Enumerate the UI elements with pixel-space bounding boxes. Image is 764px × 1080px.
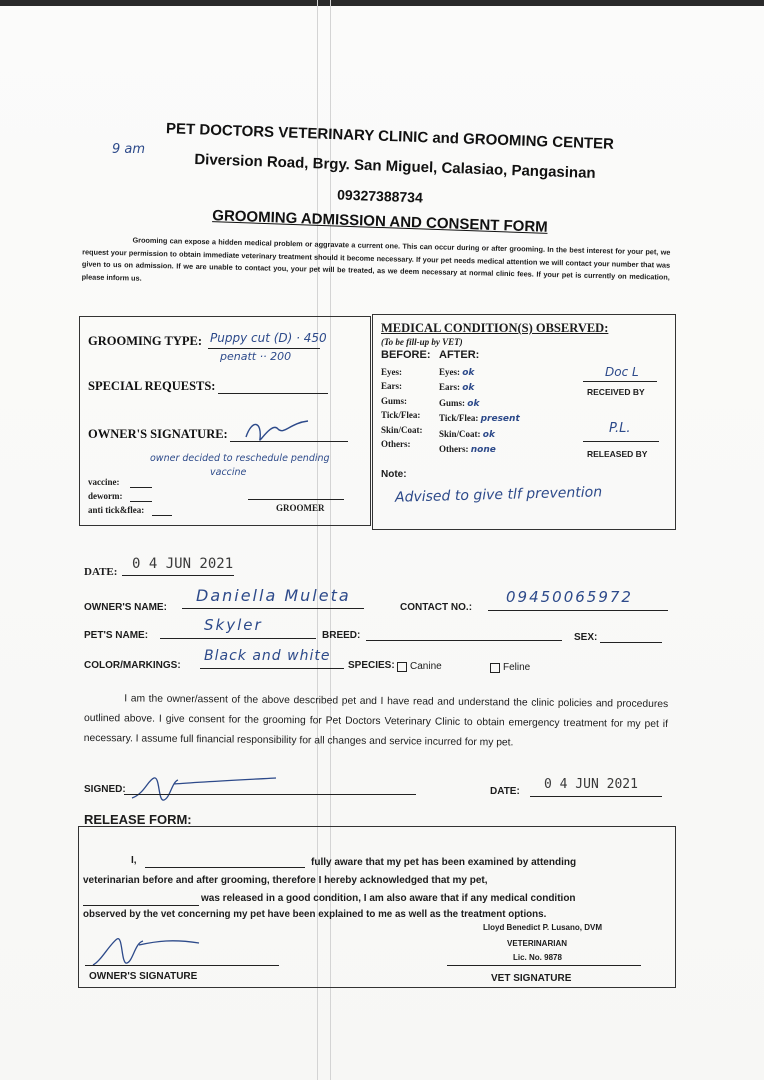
released-by-value: P.L. (609, 421, 631, 436)
date-stamp: 0 4 JUN 2021 (132, 556, 234, 572)
note-value: Advised to give tlf prevention (394, 484, 603, 506)
pet-name-value: Skyler (204, 616, 263, 634)
medical-box (372, 314, 676, 530)
species-label: SPECIES: (348, 660, 395, 671)
groomer-label: GROOMER (276, 503, 325, 513)
grooming-type-value: Puppy cut (D) · 450 (210, 331, 327, 345)
date-label: DATE: (84, 566, 118, 578)
owner-signature-label: OWNER'S SIGNATURE: (88, 427, 228, 441)
color-label: COLOR/MARKINGS: (84, 660, 181, 671)
color-value: Black and white (204, 648, 331, 664)
owner-note-line1: owner decided to reschedule pending (150, 453, 330, 464)
canine-checkbox[interactable] (397, 662, 407, 672)
owner-note-line2: vaccine (210, 467, 247, 478)
vet-name-stamp: Lloyd Benedict P. Lusano, DVM (483, 923, 602, 932)
grooming-type-value-2: penatt ·· 200 (220, 350, 292, 363)
sex-label: SEX: (574, 632, 598, 643)
release-box (78, 826, 676, 988)
contact-label: CONTACT NO.: (400, 602, 473, 613)
release-title: RELEASE FORM: (84, 812, 192, 827)
special-requests-label: SPECIAL REQUESTS: (88, 379, 216, 393)
vaccine-label: vaccine: (88, 477, 120, 487)
vet-license-stamp: Lic. No. 9878 (513, 953, 562, 962)
after-list (439, 365, 520, 457)
received-by-label: RECEIVED BY (587, 387, 645, 397)
grooming-box (79, 316, 371, 526)
vet-title-stamp: VETERINARIAN (507, 939, 568, 948)
after-item: Ears: ok (439, 382, 475, 394)
clinic-name: PET DOCTORS VETERINARY CLINIC and GROOMING CENTER (165, 120, 615, 153)
date2-label: DATE: (490, 786, 520, 797)
intro-paragraph: Grooming can expose a hidden medical problem or aggravate a current one. This can occur during or after grooming. In the best interest for your pet, we request your permission to obtain immediate veterinary treatment should it become necessary. If your pet needs medical attention we will contact your number that was given to us on admission. If we are unable to contact you, your pet will be treated, as we deem necessary at normal clinic fees. If your pet is currently on medication, please inform us. (81, 235, 671, 283)
vet-signature-label: VET SIGNATURE (491, 973, 572, 984)
after-item: Others: none (439, 444, 496, 456)
contact-value: 09450065972 (506, 588, 633, 606)
release-text-a: I, (131, 855, 137, 866)
canine-label: Canine (410, 661, 442, 672)
before-item: Gums: (381, 395, 408, 406)
owner-signature-mark (238, 415, 328, 447)
after-item: Tick/Flea: present (439, 413, 520, 425)
before-item: Eyes: (381, 367, 402, 377)
date2-stamp: 0 4 JUN 2021 (544, 777, 638, 792)
before-item: Ears: (381, 381, 402, 392)
before-item: Others: (381, 439, 411, 450)
release-text-d: was released in a good condition, I am also aware that if any medical condition (201, 893, 576, 904)
after-label: AFTER: (439, 349, 480, 361)
form-title: GROOMING ADMISSION AND CONSENT FORM (212, 207, 548, 236)
special-requests-line[interactable] (218, 393, 328, 394)
before-label: BEFORE: (381, 349, 431, 361)
side-note: 9 am (112, 142, 146, 157)
deworm-label: deworm: (88, 491, 123, 501)
after-item: Gums: ok (439, 397, 480, 409)
consent-paragraph: I am the owner/assent of the above described pet and I have read and understand the clinic policies and procedures outlined above. I give consent for the grooming for Pet Doctors Veterinary Clinic to obtain emergency treatment for my pet if necessary. I assume full financial responsibility for all changes and service incurred for my pet. (83, 693, 669, 749)
feline-checkbox[interactable] (490, 663, 500, 673)
signed-label: SIGNED: (84, 784, 126, 795)
after-item: Skin/Coat: ok (439, 428, 495, 440)
pet-name-label: PET'S NAME: (84, 630, 149, 641)
before-list (381, 365, 423, 451)
release-text-c: veterinarian before and after grooming, therefore I hereby acknowledged that my pet, (83, 875, 488, 886)
clinic-phone: 09327388734 (336, 186, 424, 206)
medical-title: MEDICAL CONDITION(S) OBSERVED: (381, 321, 609, 335)
note-label: Note: (381, 469, 407, 480)
grooming-type-label: GROOMING TYPE: (88, 334, 203, 348)
owner-name-label: OWNER'S NAME: (84, 602, 167, 613)
after-item: Eyes: ok (439, 367, 475, 378)
release-owner-signature-label: OWNER'S SIGNATURE (89, 971, 198, 982)
released-by-label: RELEASED BY (587, 449, 648, 459)
breed-label: BREED: (322, 630, 361, 641)
before-item: Tick/Flea: (381, 410, 421, 421)
signed-signature-mark (128, 774, 278, 804)
anti-tick-label: anti tick&flea: (88, 505, 145, 515)
feline-label: Feline (503, 662, 531, 673)
owner-name-value: Daniella Muleta (196, 586, 351, 605)
before-item: Skin/Coat: (381, 424, 423, 435)
release-text-e: observed by the vet concerning my pet have been explained to me as well as the treatment options. (83, 909, 547, 920)
release-text-b: fully aware that my pet has been examined by attending (311, 857, 577, 868)
medical-subtitle: (To be fill-up by VET) (381, 337, 463, 347)
scan-edge (0, 0, 764, 6)
received-by-value: Doc L (605, 365, 639, 379)
clinic-address: Diversion Road, Brgy. San Miguel, Calasiao, Pangasinan (194, 150, 596, 183)
